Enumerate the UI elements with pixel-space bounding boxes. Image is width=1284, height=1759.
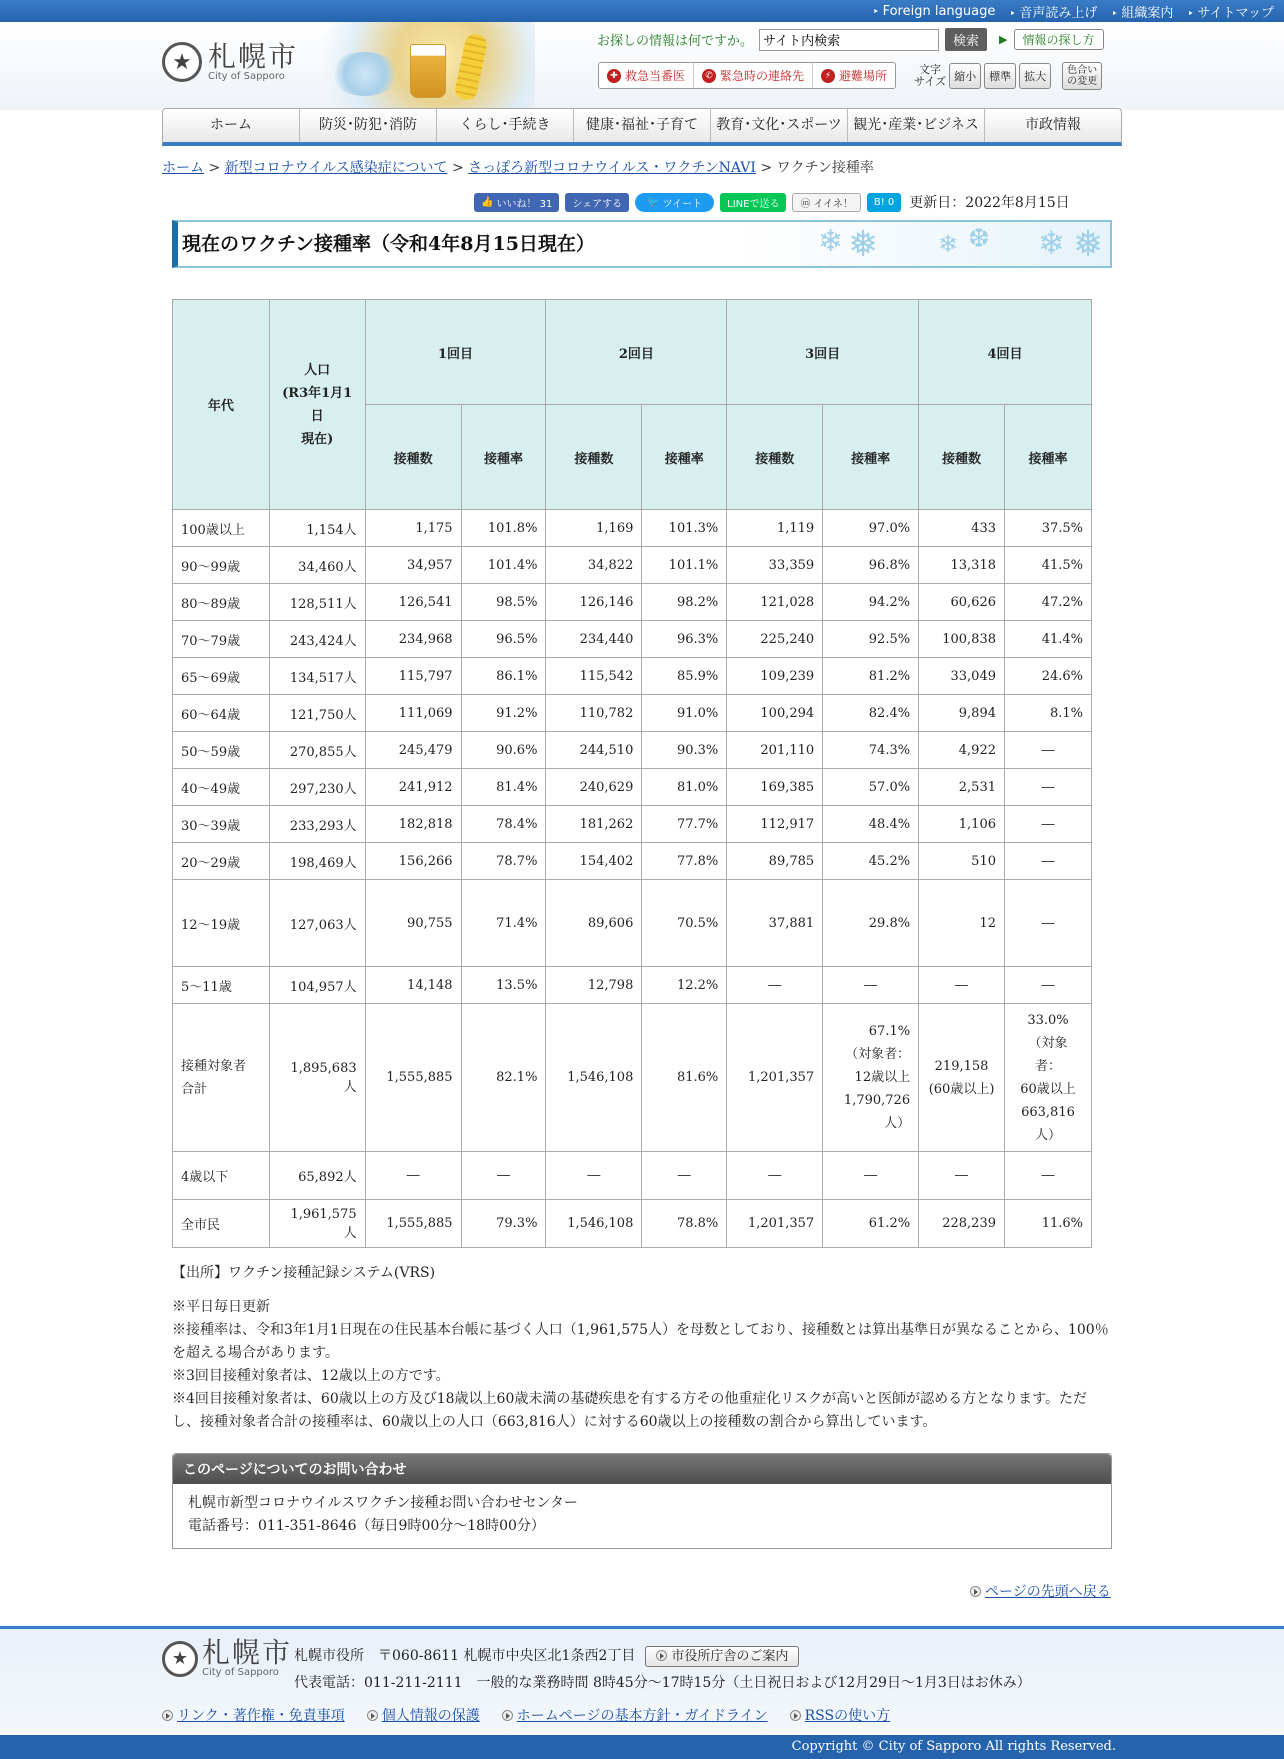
value-cell: 33,049 (919, 658, 1005, 695)
value-cell: 115,542 (546, 658, 642, 695)
breadcrumb-current: ワクチン接種率 (776, 160, 874, 176)
value-cell: ― (1005, 769, 1092, 806)
thumbs-up-icon: 👍 (481, 196, 494, 208)
value-cell: 96.5% (461, 621, 546, 658)
hatena-bookmark-button[interactable]: B! 0 (867, 193, 901, 212)
updated-date: 更新日：2022年8月15日 (909, 195, 1070, 211)
value-cell: 13.5% (461, 967, 546, 1004)
evacuation-link[interactable]: ⚡ 避難場所 (813, 63, 895, 88)
value-cell: 12,798 (546, 967, 642, 1004)
global-nav (162, 108, 1122, 146)
lightning-icon: ⚡ (821, 69, 835, 83)
value-cell: 112,917 (727, 806, 823, 843)
value-cell: 201,110 (727, 732, 823, 769)
footer-link-rss[interactable]: RSSの使い方 (804, 1708, 891, 1724)
snowflake-icon: ❆ (968, 224, 990, 254)
header-rate: 接種率 (642, 405, 727, 510)
value-cell: 77.7% (642, 806, 727, 843)
emergency-contact-link[interactable]: ✆ 緊急時の連絡先 (694, 63, 813, 88)
header-age: 年代 (173, 300, 270, 510)
value-cell: 510 (919, 843, 1005, 880)
age-cell: 60～64歳 (173, 695, 270, 732)
vaccination-rate-table (172, 299, 1092, 1248)
table-row (173, 769, 1092, 806)
table-row (173, 510, 1092, 547)
value-cell: 4,922 (919, 732, 1005, 769)
footer-address: 札幌市役所 〒060-8611 札幌市中央区北1条西2丁目 (294, 1648, 636, 1664)
arrow-circle-icon (502, 1710, 513, 1721)
age-cell: 全市民 (173, 1200, 270, 1248)
corn-image (453, 32, 488, 101)
value-cell: 2,531 (919, 769, 1005, 806)
value-cell: 233,293人 (269, 806, 365, 843)
facebook-share-button[interactable]: シェアする (565, 193, 629, 212)
nav-education[interactable]: 教育･文化･スポーツ (711, 109, 848, 142)
value-cell: 90.3% (642, 732, 727, 769)
value-cell: 34,957 (365, 547, 461, 584)
table-row (173, 695, 1092, 732)
table-row-total (173, 1004, 1092, 1152)
age-cell: 30～39歳 (173, 806, 270, 843)
sitemap-link[interactable]: ‣ サイトマップ (1187, 2, 1274, 21)
header-rate: 接種率 (823, 405, 919, 510)
value-cell: ― (919, 967, 1005, 1004)
value-cell: 1,555,885 (365, 1200, 461, 1248)
value-cell: 81.0% (642, 769, 727, 806)
value-cell: 34,460人 (269, 547, 365, 584)
nav-safety[interactable]: 防災･防犯･消防 (300, 109, 437, 142)
city-seal-icon: ★ (162, 42, 202, 82)
value-cell: 96.3% (642, 621, 727, 658)
value-cell: 134,517人 (269, 658, 365, 695)
value-cell: ― (546, 1152, 642, 1200)
value-cell: 90.6% (461, 732, 546, 769)
value-cell: 96.8% (823, 547, 919, 584)
logo-name: 札幌市 (208, 39, 299, 73)
value-cell: 240,629 (546, 769, 642, 806)
value-cell: ― (1005, 967, 1092, 1004)
footer-link-privacy[interactable]: 個人情報の保護 (381, 1708, 480, 1724)
value-cell: 241,912 (365, 769, 461, 806)
logo-english: City of Sapporo (208, 70, 285, 82)
value-cell: ― (823, 967, 919, 1004)
nav-health[interactable]: 健康･福祉･子育て (574, 109, 711, 142)
value-cell: 41.5% (1005, 547, 1092, 584)
value-cell: 228,239 (919, 1200, 1005, 1248)
nav-city-info[interactable]: 市政情報 (1025, 117, 1081, 133)
value-cell: 8.1% (1005, 695, 1092, 732)
snowflake-icon: ❅ (848, 224, 879, 265)
value-cell: 126,541 (365, 584, 461, 621)
value-cell: 1,201,357 (727, 1200, 823, 1248)
snowflake-icon: ❄ (938, 230, 959, 258)
value-cell: 97.0% (823, 510, 919, 547)
value-cell: 121,750人 (269, 695, 365, 732)
footer-links (162, 1705, 890, 1725)
age-cell: 100歳以上 (173, 510, 270, 547)
age-cell: 20～29歳 (173, 843, 270, 880)
water-splash-image (330, 52, 400, 96)
value-cell: ― (1005, 732, 1092, 769)
font-normal-button[interactable]: 標準 (984, 63, 1016, 89)
triangle-right-icon: ▶ (999, 33, 1008, 46)
value-cell: 126,146 (546, 584, 642, 621)
age-cell: 12～19歳 (173, 880, 270, 967)
emergency-links (598, 62, 896, 89)
value-cell: ― (727, 967, 823, 1004)
value-cell: 1,154人 (269, 510, 365, 547)
value-cell: 91.2% (461, 695, 546, 732)
value-cell: 1,961,575人 (269, 1200, 365, 1248)
value-cell: 169,385 (727, 769, 823, 806)
foreign-language-link[interactable]: ‣ Foreign language (873, 4, 996, 19)
value-cell: 181,262 (546, 806, 642, 843)
header-count: 接種数 (546, 405, 642, 510)
speech-link[interactable]: ‣ 音声読み上げ (1009, 2, 1097, 21)
header-dose-3: 3回目 (727, 300, 919, 405)
page-title-bar (172, 220, 1112, 268)
font-large-button[interactable]: 拡大 (1019, 63, 1051, 89)
contact-phone: 電話番号：011-351-8646（毎日9時00分～18時00分） (188, 1518, 545, 1534)
value-cell: 9,894 (919, 695, 1005, 732)
page-title: 現在のワクチン接種率（令和4年8月15日現在） (182, 233, 595, 255)
value-cell: 297,230人 (269, 769, 365, 806)
value-cell: 79.3% (461, 1200, 546, 1248)
value-cell: 234,968 (365, 621, 461, 658)
value-cell: 100,294 (727, 695, 823, 732)
value-cell: 90,755 (365, 880, 461, 967)
nav-living[interactable]: くらし･手続き (437, 109, 574, 142)
value-cell: 101.1% (642, 547, 727, 584)
value-cell: 24.6% (1005, 658, 1092, 695)
value-cell: ― (919, 1152, 1005, 1200)
breadcrumb: ホーム > 新型コロナウイルス感染症について > さっぽろ新型コロナウイルス・ワクチンNAVI > ワクチン接種率 (162, 160, 874, 176)
breadcrumb-home[interactable]: ホーム (162, 160, 204, 176)
arrow-circle-icon (970, 1586, 981, 1597)
header-count: 接種数 (919, 405, 1005, 510)
bird-icon: 🐦 (647, 196, 660, 208)
header-count: 接種数 (365, 405, 461, 510)
emergency-doctor-link[interactable]: ✚ 救急当番医 (599, 63, 694, 88)
search-area (597, 28, 1104, 51)
value-cell: ― (642, 1152, 727, 1200)
contact-heading: このページについてのお問い合わせ (173, 1454, 1111, 1484)
back-to-top (970, 1581, 1111, 1601)
value-cell: 198,469人 (269, 843, 365, 880)
value-cell: ― (727, 1152, 823, 1200)
organization-link[interactable]: ‣ 組織案内 (1111, 2, 1173, 21)
value-cell: 61.2% (823, 1200, 919, 1248)
value-cell: 98.2% (642, 584, 727, 621)
value-cell: 70.5% (642, 880, 727, 967)
value-cell: 1,119 (727, 510, 823, 547)
value-cell: 82.4% (823, 695, 919, 732)
value-cell: 182,818 (365, 806, 461, 843)
value-cell: 37.5% (1005, 510, 1092, 547)
table-row (173, 880, 1092, 967)
value-cell: 89,785 (727, 843, 823, 880)
note-item: ※平日毎日更新 (172, 1299, 270, 1315)
value-cell: 78.8% (642, 1200, 727, 1248)
header-dose-2: 2回目 (546, 300, 727, 405)
mixi-icon: ⓜ (800, 198, 811, 210)
value-cell: 86.1% (461, 658, 546, 695)
copyright: Copyright © City of Sapporo All rights Reserved. (0, 1735, 1284, 1759)
line-share-button[interactable]: LINEで送る (720, 193, 786, 212)
value-cell: 82.1% (461, 1004, 546, 1152)
table-row (173, 547, 1092, 584)
facebook-like-button[interactable]: 👍 いいね！ 31 (474, 193, 559, 212)
footer-link-copyright[interactable]: リンク・著作権・免責事項 (177, 1708, 345, 1724)
value-cell: ― (1005, 1152, 1092, 1200)
age-cell: 80～89歳 (173, 584, 270, 621)
table-row (173, 1152, 1092, 1200)
search-input[interactable] (759, 29, 939, 51)
value-cell: 1,175 (365, 510, 461, 547)
header-rate: 接種率 (461, 405, 546, 510)
table-row (173, 732, 1092, 769)
header-count: 接種数 (727, 405, 823, 510)
table-row (173, 658, 1092, 695)
value-cell: 127,063人 (269, 880, 365, 967)
age-cell: 4歳以下 (173, 1152, 270, 1200)
note-item: ※接種率は、令和3年1月1日現在の住民基本台帳に基づく人口（1,961,575人）を母数としており、接種数とは算出基準日が異なることから、100％を超える場合があります。 (172, 1322, 1109, 1361)
value-cell: 47.2% (1005, 584, 1092, 621)
table-row (173, 967, 1092, 1004)
value-cell: 48.4% (823, 806, 919, 843)
value-cell: 81.2% (823, 658, 919, 695)
search-button[interactable]: 検索 (945, 28, 987, 51)
table-row (173, 843, 1092, 880)
value-cell: 111,069 (365, 695, 461, 732)
table-row (173, 621, 1092, 658)
value-cell: 94.2% (823, 584, 919, 621)
value-cell: 11.6% (1005, 1200, 1092, 1248)
office-guide-button[interactable]: 市役所庁舎のご案内 (645, 1646, 799, 1667)
value-cell: 45.2% (823, 843, 919, 880)
value-cell: ― (1005, 880, 1092, 967)
arrow-circle-icon (162, 1710, 173, 1721)
value-cell: 37,881 (727, 880, 823, 967)
breadcrumb-vaccine-navi[interactable]: さっぽろ新型コロナウイルス・ワクチンNAVI (468, 160, 756, 176)
header-rate: 接種率 (1005, 405, 1092, 510)
value-cell: ― (1005, 843, 1092, 880)
value-cell: 1,895,683人 (269, 1004, 365, 1152)
value-cell: 101.8% (461, 510, 546, 547)
tweet-button[interactable]: 🐦 ツイート (635, 193, 714, 212)
value-cell: 433 (919, 510, 1005, 547)
value-cell: 14,148 (365, 967, 461, 1004)
site-logo[interactable] (162, 39, 299, 82)
value-cell: 33.0% （対象 者： 60歳以上 663,816 人） (1005, 1004, 1092, 1152)
value-cell: 100,838 (919, 621, 1005, 658)
value-cell: 1,201,357 (727, 1004, 823, 1152)
value-cell: 1,106 (919, 806, 1005, 843)
value-cell: 34,822 (546, 547, 642, 584)
value-cell: 121,028 (727, 584, 823, 621)
contact-name: 札幌市新型コロナウイルスワクチン接種お問い合わせセンター (188, 1495, 578, 1511)
value-cell: 57.0% (823, 769, 919, 806)
value-cell: ― (1005, 806, 1092, 843)
font-size-controls (914, 62, 1102, 90)
font-small-button[interactable]: 縮小 (949, 63, 981, 89)
value-cell: 109,239 (727, 658, 823, 695)
value-cell: 1,169 (546, 510, 642, 547)
value-cell: 115,797 (365, 658, 461, 695)
value-cell: 270,855人 (269, 732, 365, 769)
value-cell: 245,479 (365, 732, 461, 769)
notes (172, 1296, 1112, 1434)
value-cell: 101.4% (461, 547, 546, 584)
contact-box (172, 1453, 1112, 1549)
city-seal-icon: ★ (162, 1641, 198, 1677)
note-item: ※4回目接種対象者は、60歳以上の方及び18歳以上60歳未満の基礎疾患を有する方その他重症化リスクが高いと医師が認める方となります。ただし、接種対象者合計の接種率は、60歳以上の人口（663,816人）に対する60歳以上の接種数の割合から算出しています。 (172, 1391, 1087, 1430)
age-cell: 40～49歳 (173, 769, 270, 806)
age-cell: 65～69歳 (173, 658, 270, 695)
value-cell: 78.4% (461, 806, 546, 843)
value-cell: 154,402 (546, 843, 642, 880)
color-change-button[interactable]: 色合い の変更 (1062, 62, 1102, 90)
mixi-button[interactable]: ⓜ イイネ！ (792, 193, 860, 212)
site-footer (0, 1626, 1284, 1756)
value-cell: 29.8% (823, 880, 919, 967)
age-cell: 50～59歳 (173, 732, 270, 769)
value-cell: 71.4% (461, 880, 546, 967)
value-cell: 219,158 (60歳以上) (919, 1004, 1005, 1152)
value-cell: 78.7% (461, 843, 546, 880)
back-to-top-link[interactable]: ページの先頭へ戻る (985, 1584, 1111, 1600)
value-cell: 65,892人 (269, 1152, 365, 1200)
how-to-search-button[interactable]: 情報の探し方 (1014, 29, 1104, 50)
value-cell: 74.3% (823, 732, 919, 769)
header-population: 人口 (R3年1月1 日 現在) (269, 300, 365, 510)
arrow-circle-icon (367, 1710, 378, 1721)
value-cell: 41.4% (1005, 621, 1092, 658)
table-row (173, 1200, 1092, 1248)
value-cell: 89,606 (546, 880, 642, 967)
value-cell: ― (461, 1152, 546, 1200)
value-cell: 77.8% (642, 843, 727, 880)
value-cell: 1,546,108 (546, 1200, 642, 1248)
footer-phone: 代表電話：011-211-2111 一般的な業務時間 8時45分～17時15分（土日祝日および12月29日～1月3日はお休み） (294, 1675, 1031, 1691)
value-cell: 1,546,108 (546, 1004, 642, 1152)
note-item: ※3回目接種対象者は、12歳以上の方です。 (172, 1368, 450, 1384)
value-cell: 234,440 (546, 621, 642, 658)
value-cell: ― (823, 1152, 919, 1200)
breadcrumb-covid[interactable]: 新型コロナウイルス感染症について (224, 160, 448, 176)
value-cell: 92.5% (823, 621, 919, 658)
value-cell: 1,555,885 (365, 1004, 461, 1152)
table-row (173, 806, 1092, 843)
value-cell: ― (365, 1152, 461, 1200)
value-cell: 128,511人 (269, 584, 365, 621)
value-cell: 91.0% (642, 695, 727, 732)
age-cell: 5～11歳 (173, 967, 270, 1004)
nav-home[interactable]: ホーム (163, 109, 300, 142)
value-cell: 60,626 (919, 584, 1005, 621)
age-cell: 接種対象者 合計 (173, 1004, 270, 1152)
footer-logo[interactable]: ★ 札幌市 City of Sapporo (162, 1639, 292, 1678)
snowflake-icon: ❅ (1073, 224, 1104, 265)
value-cell: 110,782 (546, 695, 642, 732)
value-cell: 12.2% (642, 967, 727, 1004)
table-row (173, 584, 1092, 621)
header-dose-4: 4回目 (919, 300, 1092, 405)
value-cell: 101.3% (642, 510, 727, 547)
value-cell: 243,424人 (269, 621, 365, 658)
utility-bar (0, 0, 1284, 22)
snowflake-icon: ❄ (1038, 224, 1065, 262)
value-cell: 81.4% (461, 769, 546, 806)
value-cell: 156,266 (365, 843, 461, 880)
search-prompt: お探しの情報は何ですか。 (597, 34, 754, 49)
beer-glass-image (410, 44, 446, 98)
arrow-circle-icon (790, 1710, 801, 1721)
value-cell: 33,359 (727, 547, 823, 584)
value-cell: 244,510 (546, 732, 642, 769)
data-source: 【出所】ワクチン接種記録システム(VRS) (172, 1265, 436, 1281)
value-cell: 12 (919, 880, 1005, 967)
nav-tourism[interactable]: 観光･産業･ビジネス (848, 109, 985, 142)
value-cell: 67.1% （対象者： 12歳以上 1,790,726 人） (823, 1004, 919, 1152)
site-header (0, 22, 1284, 110)
emergency-doctor-icon: ✚ (607, 69, 621, 83)
phone-icon: ✆ (702, 69, 716, 83)
value-cell: 85.9% (642, 658, 727, 695)
value-cell: 13,318 (919, 547, 1005, 584)
snowflake-icon: ❄ (818, 224, 844, 259)
font-size-label: 文字 サイズ (914, 63, 947, 88)
value-cell: 81.6% (642, 1004, 727, 1152)
arrow-circle-icon (656, 1650, 667, 1661)
header-dose-1: 1回目 (365, 300, 546, 405)
value-cell: 225,240 (727, 621, 823, 658)
social-buttons (474, 192, 1070, 212)
age-cell: 70～79歳 (173, 621, 270, 658)
age-cell: 90～99歳 (173, 547, 270, 584)
header-image (300, 22, 535, 110)
value-cell: 98.5% (461, 584, 546, 621)
footer-link-guideline[interactable]: ホームページの基本方針・ガイドライン (516, 1708, 768, 1724)
value-cell: 104,957人 (269, 967, 365, 1004)
